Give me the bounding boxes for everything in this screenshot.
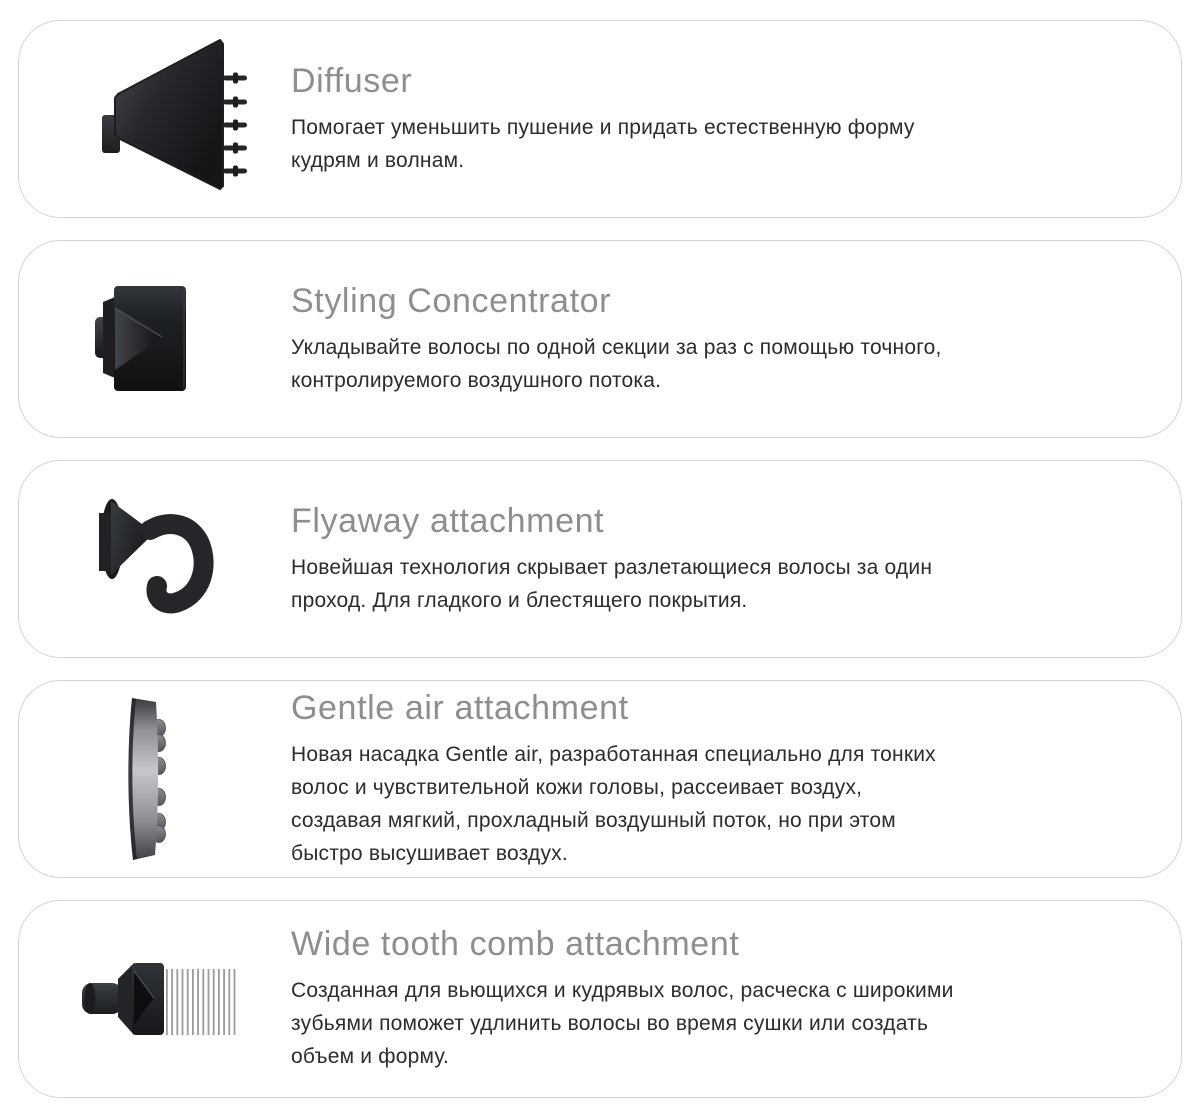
wide-tooth-comb-attachment-image xyxy=(82,960,237,1038)
description-line: Созданная для вьющихся и кудрявых волос, расческа с широкими xyxy=(291,979,954,1002)
description-line: быстро высушивает воздух. xyxy=(291,841,568,865)
card-content xyxy=(291,925,1181,1073)
description-line: волос и чувствительной кожи головы, рассеивает воздух, xyxy=(291,775,863,799)
flyaway-attachment-image xyxy=(99,497,214,622)
description-line: контролируемого воздушного потока. xyxy=(291,368,662,392)
card-flyaway xyxy=(18,460,1182,658)
flyaway-image-wrap xyxy=(19,497,291,622)
description-line: Помогает уменьшить пушение и придать естественную форму xyxy=(291,115,915,139)
description-line: создавая мягкий, прохладный воздушный поток, но при этом xyxy=(291,808,896,832)
description-line: зубьями поможет удлинить волосы во время сушки или создать xyxy=(291,1012,929,1035)
card-wide-tooth-comb xyxy=(18,900,1182,1098)
description-line: Укладывайте волосы по одной секции за раз с помощью точного, xyxy=(291,335,942,359)
card-gentle-air xyxy=(18,680,1182,878)
card-description xyxy=(291,738,1151,870)
gentle-air-attachment-image xyxy=(126,694,172,864)
card-description xyxy=(291,111,1151,177)
card-diffuser xyxy=(18,20,1182,218)
styling-concentrator-attachment-image xyxy=(94,284,194,394)
wide-tooth-comb-image-wrap xyxy=(19,960,291,1038)
card-title: Diffuser xyxy=(291,61,413,100)
card-content xyxy=(291,502,1181,617)
styling-concentrator-image-wrap xyxy=(19,284,291,394)
gentle-air-image-wrap xyxy=(19,694,291,864)
card-title: Flyaway attachment xyxy=(291,501,605,540)
card-content xyxy=(291,282,1181,397)
description-line: кудрям и волнам. xyxy=(291,148,465,172)
card-description xyxy=(291,331,1151,397)
diffuser-attachment-image xyxy=(102,39,252,199)
description-line: объем и форму. xyxy=(291,1045,449,1068)
diffuser-image-wrap xyxy=(19,39,291,199)
card-title: Gentle air attachment xyxy=(291,688,629,727)
description-line: проход. Для гладкого и блестящего покрытия. xyxy=(291,588,748,612)
card-description xyxy=(291,974,1151,1073)
card-description xyxy=(291,551,1151,617)
description-line: Новейшая технология скрывает разлетающиеся волосы за один xyxy=(291,555,933,579)
description-line: Новая насадка Gentle air, разработанная специально для тонких xyxy=(291,742,936,766)
card-styling-concentrator xyxy=(18,240,1182,438)
card-content xyxy=(291,689,1181,870)
card-title: Styling Concentrator xyxy=(291,281,612,320)
card-content xyxy=(291,62,1181,177)
card-title: Wide tooth comb attachment xyxy=(291,925,740,963)
